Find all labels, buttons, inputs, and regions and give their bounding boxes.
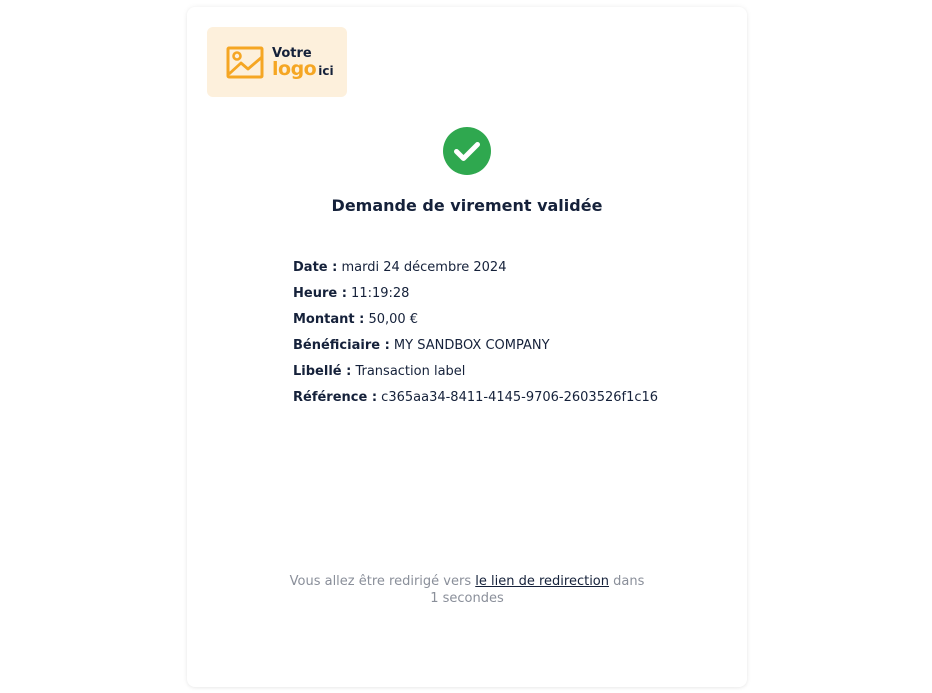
detail-value: 50,00 € <box>368 312 419 327</box>
detail-row-date <box>293 260 713 286</box>
image-placeholder-icon <box>226 46 264 79</box>
detail-label: Référence : <box>293 390 378 405</box>
redirect-link[interactable]: le lien de redirection <box>475 574 609 589</box>
detail-label: Heure : <box>293 286 347 301</box>
logo-text-votre: Votre <box>272 46 312 61</box>
check-circle-icon <box>443 127 491 175</box>
logo-text-ici: ici <box>318 64 334 78</box>
detail-row-time <box>293 286 713 312</box>
detail-value: MY SANDBOX COMPANY <box>393 338 550 353</box>
detail-label: Montant : <box>293 312 365 327</box>
detail-label: Date : <box>293 260 338 275</box>
redirect-prefix: Vous allez être redirigé vers <box>289 574 476 589</box>
detail-label: Libellé : <box>293 364 352 379</box>
page-title: Demande de virement validée <box>331 196 603 215</box>
detail-row-amount <box>293 312 713 338</box>
detail-value: Transaction label <box>355 364 466 379</box>
redirect-notice <box>287 573 647 607</box>
redirect-seconds: 1 <box>430 591 439 606</box>
detail-row-reference <box>293 390 713 416</box>
detail-value: 11:19:28 <box>351 286 410 301</box>
confirmation-card <box>187 7 747 687</box>
detail-value: c365aa34-8411-4145-9706-2603526f1c16 <box>381 390 659 405</box>
detail-row-beneficiary <box>293 338 713 364</box>
logo-text-line2 <box>272 58 334 80</box>
transfer-details <box>293 260 713 416</box>
detail-label: Bénéficiaire : <box>293 338 390 353</box>
detail-row-label <box>293 364 713 390</box>
detail-value: mardi 24 décembre 2024 <box>341 260 507 275</box>
logo-placeholder <box>207 27 347 97</box>
logo-text-logo: logo <box>272 58 317 80</box>
redirect-suffix: secondes <box>438 591 504 606</box>
redirect-middle: dans <box>609 574 645 589</box>
